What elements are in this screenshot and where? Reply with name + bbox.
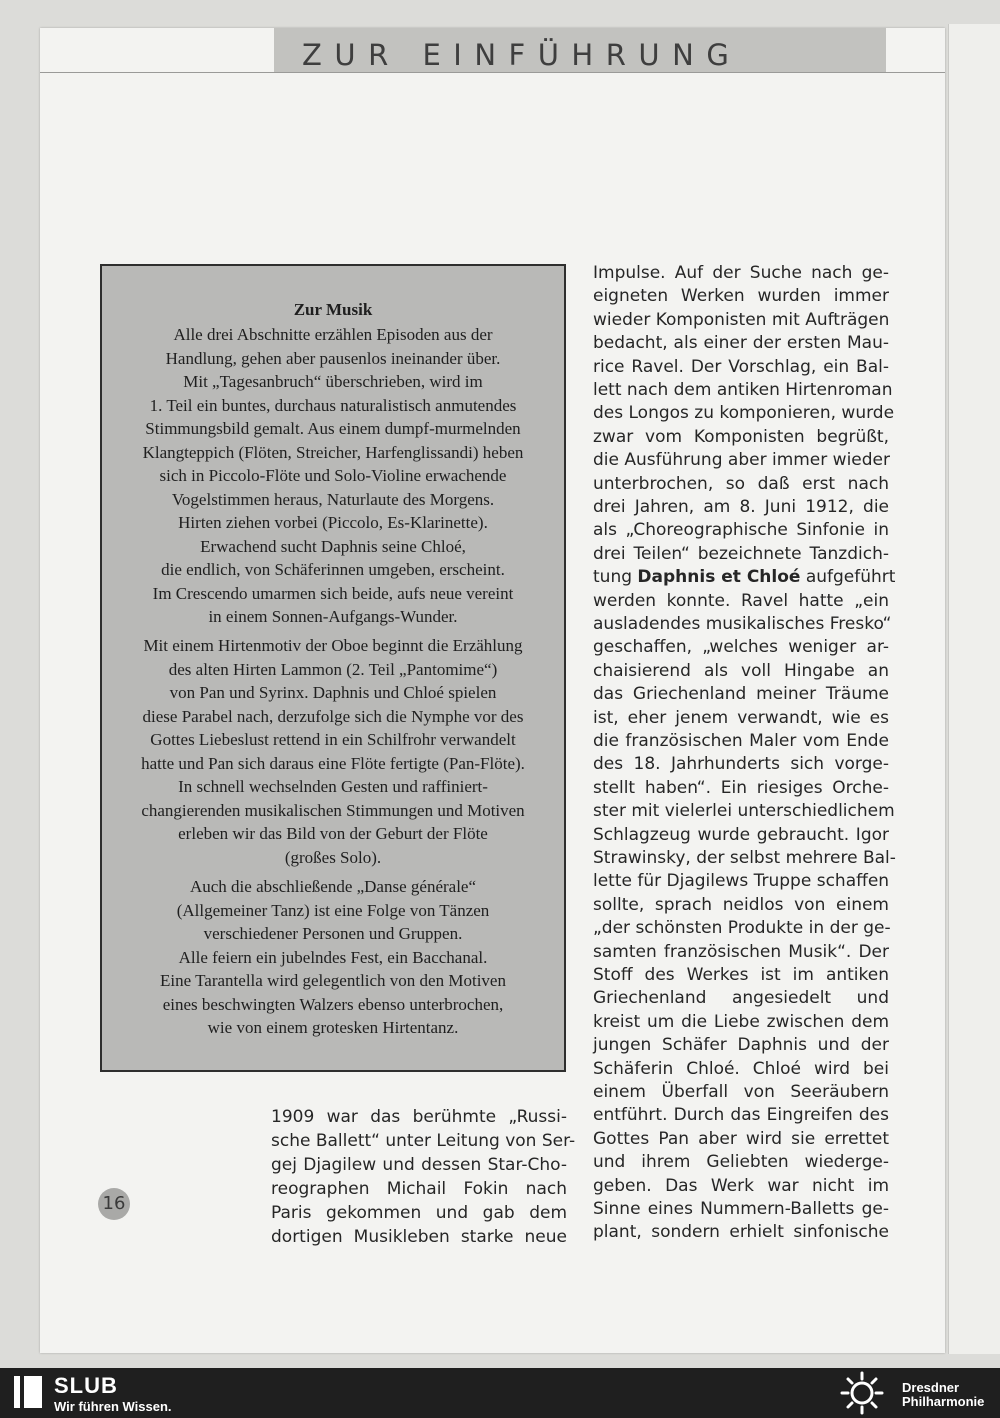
box-line: diese Parabel nach, derzufolge sich die Nymphe vor des bbox=[142, 707, 524, 726]
slub-tagline: Wir führen Wissen. bbox=[54, 1399, 172, 1414]
text-line: ausladendes musikalisches Fresko“ bbox=[593, 614, 892, 634]
text-line: lett nach dem antiken Hirtenroman bbox=[593, 380, 893, 400]
text-line: chaisierend als voll Hingabe an bbox=[593, 660, 889, 681]
text-line: Stoff des Werkes ist im antiken bbox=[593, 965, 889, 985]
text-line: stellt haben“. Ein riesiges Orche- bbox=[593, 777, 889, 798]
text-line: sche Ballett“ unter Leitung von Ser- bbox=[271, 1131, 576, 1151]
box-line: hatte und Pan sich daraus eine Flöte fertigte (Pan-Flöte). bbox=[141, 754, 525, 773]
text-line: werden konnte. Ravel hatte „ein bbox=[593, 590, 889, 611]
text-line: geben. Das Werk war nicht im bbox=[593, 1175, 889, 1196]
text-line: samten französischen Musik“. Der bbox=[593, 941, 889, 962]
text-line: Gottes Pan aber wird sie errettet bbox=[593, 1128, 889, 1149]
box-line: Vogelstimmen heraus, Naturlaute des Morgens. bbox=[171, 490, 495, 509]
slub-name: SLUB bbox=[54, 1373, 118, 1398]
text-line: Paris gekommen und gab dem bbox=[271, 1203, 567, 1223]
text-line: ster mit vielerlei unterschiedlichem bbox=[593, 801, 895, 822]
box-line: verschiedener Personen und Gruppen. bbox=[203, 924, 463, 943]
text-line: wieder Komponisten mit Aufträgen bbox=[593, 309, 890, 330]
text-line: unterbrochen, so daß erst nach bbox=[593, 473, 889, 494]
box-line: Klangteppich (Flöten, Streicher, Harfenglissandi) heben bbox=[142, 443, 524, 462]
box-line: Eine Tarantella wird gelegentlich von den Motiven bbox=[160, 971, 506, 990]
box-line: Mit einem Hirtenmotiv der Oboe beginnt die Erzählung bbox=[143, 636, 523, 655]
text-line: geschaffen, „welches weniger ar- bbox=[593, 637, 889, 658]
text-line: entführt. Durch das Eingreifen des bbox=[593, 1105, 889, 1126]
page-number: 16 bbox=[98, 1188, 130, 1220]
box-line: des alten Hirten Lammon (2. Teil „Pantomime“) bbox=[168, 660, 498, 679]
box-line: Im Crescendo umarmen sich beide, aufs neue vereint bbox=[152, 584, 514, 603]
text-line: gej Djagilew und dessen Star-Cho- bbox=[271, 1155, 567, 1175]
box-line: von Pan und Syrinx. Daphnis und Chloé spielen bbox=[169, 683, 497, 702]
text-line: Sinne eines Nummern-Balletts ge- bbox=[593, 1199, 889, 1219]
box-line: Alle drei Abschnitte erzählen Episoden aus der bbox=[173, 325, 493, 344]
text-line: Impulse. Auf der Suche nach ge- bbox=[593, 263, 889, 283]
philharmonie-logo-icon bbox=[840, 1371, 884, 1415]
box-line: Handlung, gehen aber pausenlos ineinander über. bbox=[165, 349, 501, 368]
partner-name-line2: Philharmonie bbox=[902, 1394, 985, 1409]
text-fragment: tung bbox=[593, 567, 638, 588]
work-title: Daphnis et Chloé bbox=[637, 567, 801, 588]
text-line: kreist um die Liebe zwischen dem bbox=[593, 1011, 889, 1032]
text-fragment: aufgeführt bbox=[800, 567, 896, 588]
partner-name-line1: Dresdner bbox=[902, 1380, 960, 1395]
box-line: in einem Sonnen-Aufgangs-Wunder. bbox=[208, 607, 458, 626]
text-line: Schlagzeug wurde gebraucht. Igor bbox=[593, 824, 889, 845]
box-line: wie von einem grotesken Hirtentanz. bbox=[207, 1018, 459, 1037]
text-line: zwar vom Komponisten begrüßt, bbox=[593, 426, 889, 447]
text-line: Strawinsky, der selbst mehrere Bal- bbox=[593, 848, 896, 868]
text-line: „der schönsten Produkte in der ge- bbox=[593, 918, 891, 939]
text-line: als „Choreographische Sinfonie in bbox=[593, 520, 889, 541]
box-title: Zur Musik bbox=[293, 300, 373, 319]
text-line: Griechenland angesiedelt und bbox=[593, 988, 889, 1009]
box-line: erleben wir das Bild von der Geburt der Flöte bbox=[178, 824, 488, 843]
text-line-title bbox=[593, 566, 896, 588]
page-header-title: ZUR EINFÜHRUNG bbox=[302, 38, 742, 72]
text-line: des Longos zu komponieren, wurde bbox=[593, 403, 895, 424]
box-line: In schnell wechselnden Gesten und raffiniert- bbox=[178, 777, 488, 796]
text-line: dortigen Musikleben starke neue bbox=[271, 1227, 567, 1247]
box-line: Stimmungsbild gemalt. Aus einem dumpf-murmelnden bbox=[145, 419, 521, 438]
text-line: 1909 war das berühmte „Russi- bbox=[271, 1107, 567, 1127]
text-line: lette für Djagilews Truppe schaffen bbox=[593, 871, 890, 892]
box-line: changierenden musikalischen Stimmungen und Motiven bbox=[141, 801, 525, 820]
text-line: die französischen Maler vom Ende bbox=[593, 731, 889, 751]
box-line: sich in Piccolo-Flöte und Solo-Violine erwachende bbox=[159, 466, 507, 485]
text-line: reographen Michail Fokin nach bbox=[271, 1179, 567, 1199]
adjacent-page-edge bbox=[948, 24, 1000, 1354]
text-line: das Griechenland meiner Träume bbox=[593, 684, 889, 705]
box-line: Erwachend sucht Daphnis seine Chloé, bbox=[200, 537, 466, 556]
text-line: rice Ravel. Der Vorschlag, ein Bal- bbox=[593, 356, 889, 377]
box-line: Mit „Tagesanbruch“ überschrieben, wird im bbox=[183, 372, 483, 391]
text-line: des 18. Jahrhunderts sich vorge- bbox=[593, 754, 889, 775]
text-line: die Ausführung aber immer wieder bbox=[593, 450, 890, 471]
box-line: (großes Solo). bbox=[284, 848, 382, 867]
music-info-box bbox=[100, 264, 566, 1072]
box-line: (Allgemeiner Tanz) ist eine Folge von Tänzen bbox=[176, 901, 490, 920]
text-line: jungen Schäfer Daphnis und der bbox=[593, 1035, 889, 1056]
text-line: drei Jahren, am 8. Juni 1912, die bbox=[593, 497, 889, 517]
text-line: und ihrem Geliebten wiederge- bbox=[593, 1152, 889, 1173]
text-line: eigneten Werken wurden immer bbox=[593, 286, 889, 307]
header-rule bbox=[40, 72, 945, 73]
box-line: die endlich, von Schäferinnen umgeben, erscheint. bbox=[161, 560, 505, 579]
box-line: eines beschwingten Walzers ebenso unterbrochen, bbox=[162, 995, 504, 1014]
box-line: Alle feiern ein jubelndes Fest, ein Bacchanal. bbox=[178, 948, 488, 967]
text-line: Schäferin Chloé. Chloé wird bei bbox=[593, 1058, 889, 1079]
slub-logo-icon bbox=[14, 1376, 42, 1408]
box-line: Auch die abschließende „Danse générale“ bbox=[189, 877, 477, 896]
text-line: sollte, sprach neidlos von einem bbox=[593, 894, 889, 915]
partner-name bbox=[902, 1381, 984, 1409]
text-line: plant, sondern erhielt sinfonische bbox=[593, 1222, 889, 1243]
document-page bbox=[40, 28, 945, 1353]
box-line: Gottes Liebeslust rettend in ein Schilfrohr verwandelt bbox=[150, 730, 516, 749]
text-line: einem Überfall von Seeräubern bbox=[593, 1082, 889, 1102]
box-line: 1. Teil ein buntes, durchaus naturalistisch anmutendes bbox=[149, 396, 517, 415]
text-line: ist, eher jenem verwandt, wie es bbox=[593, 707, 889, 728]
text-line: drei Teilen“ bezeichnete Tanzdich- bbox=[593, 543, 889, 564]
box-line: Hirten ziehen vorbei (Piccolo, Es-Klarinette). bbox=[178, 513, 488, 532]
text-line: bedacht, als einer der ersten Mau- bbox=[593, 333, 889, 354]
